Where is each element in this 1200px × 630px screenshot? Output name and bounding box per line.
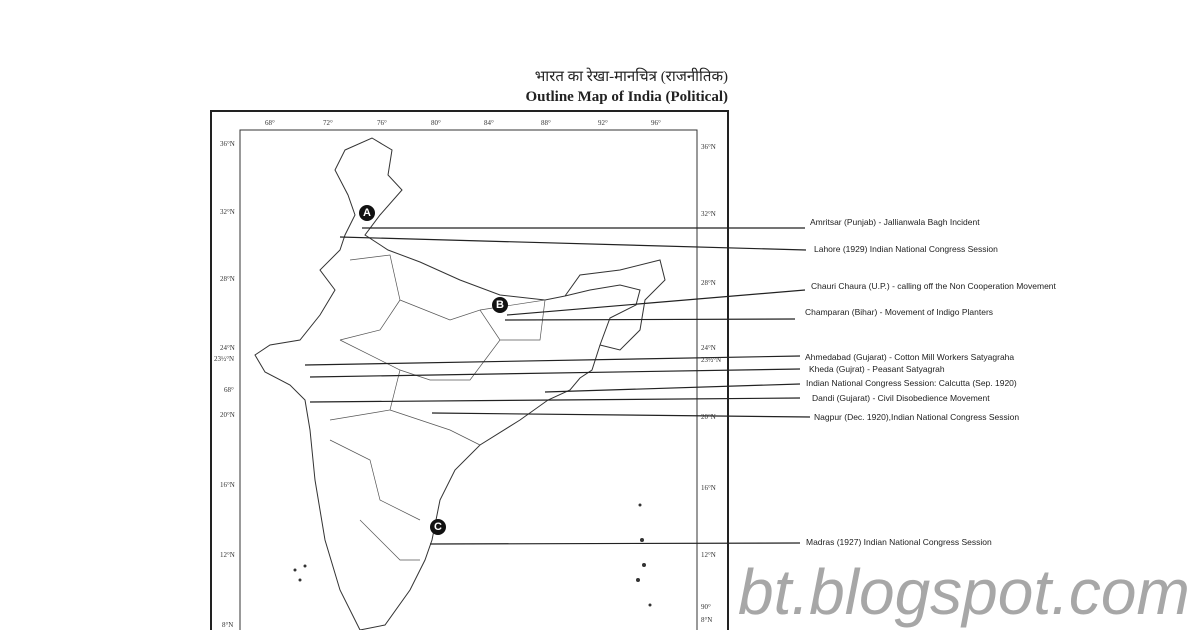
lat-tick: 24°N [701,344,716,352]
annotation-calcutta: Indian National Congress Session: Calcutta (Sep. 1920) [806,378,1017,388]
title-hindi: भारत का रेखा-मानचित्र (राजनीतिक) [534,69,728,85]
annotation-ahmedabad: Ahmedabad (Gujarat) - Cotton Mill Workers Satyagraha [805,352,1015,362]
annotation-nagpur: Nagpur (Dec. 1920),Indian National Congress Session [814,412,1020,422]
marker-c: C [430,519,446,535]
lat-tick: 24°N [220,344,235,352]
leader-lines [305,228,810,544]
annotation-champaran: Champaran (Bihar) - Movement of Indigo Planters [805,307,994,317]
lon-tick: 96° [651,119,661,127]
lat-tick: 23½°N [214,355,235,363]
annotation-dandi: Dandi (Gujarat) - Civil Disobedience Movement [812,393,990,403]
annotation-chauri-chaura: Chauri Chaura (U.P.) - calling off the Non Cooperation Movement [811,281,1056,291]
lat-tick: 12°N [220,551,235,559]
lat-tick: 32°N [220,208,235,216]
islands [294,504,652,607]
lat-tick: 20°N [220,411,235,419]
lat-tick: 36°N [701,143,716,151]
lat-tick: 8°N [222,621,234,629]
lon-tick: 72° [323,119,333,127]
lat-tick: 68° [224,386,234,394]
northeast-outline [565,260,665,350]
annotation-madras: Madras (1927) Indian National Congress Session [806,537,992,547]
lat-tick: 32°N [701,210,716,218]
lat-tick: 90° [701,603,711,611]
lat-tick: 8°N [701,616,713,624]
marker-b: B [492,297,508,313]
lat-tick: 20°N [701,413,716,421]
lat-tick: 36°N [220,140,235,148]
annotation-kheda: Kheda (Gujrat) - Peasant Satyagrah [809,364,945,374]
annotation-amritsar: Amritsar (Punjab) - Jallianwala Bagh Incident [810,217,980,227]
annotation-lahore: Lahore (1929) Indian National Congress Session [814,244,998,254]
lon-tick: 80° [431,119,441,127]
lon-tick: 68° [265,119,275,127]
lat-tick: 16°N [701,484,716,492]
lat-tick: 23½°N [701,356,722,364]
lon-tick: 88° [541,119,551,127]
lon-tick: 76° [377,119,387,127]
lat-tick: 28°N [220,275,235,283]
watermark: bt.blogspot.com [738,556,1190,628]
title-english: Outline Map of India (Political) [525,89,728,105]
marker-a: A [359,205,375,221]
lon-tick: 92° [598,119,608,127]
india-outline [255,138,640,630]
lat-tick: 12°N [701,551,716,559]
lat-tick: 16°N [220,481,235,489]
lon-tick: 84° [484,119,494,127]
outer-frame [211,111,728,630]
lat-tick: 28°N [701,279,716,287]
